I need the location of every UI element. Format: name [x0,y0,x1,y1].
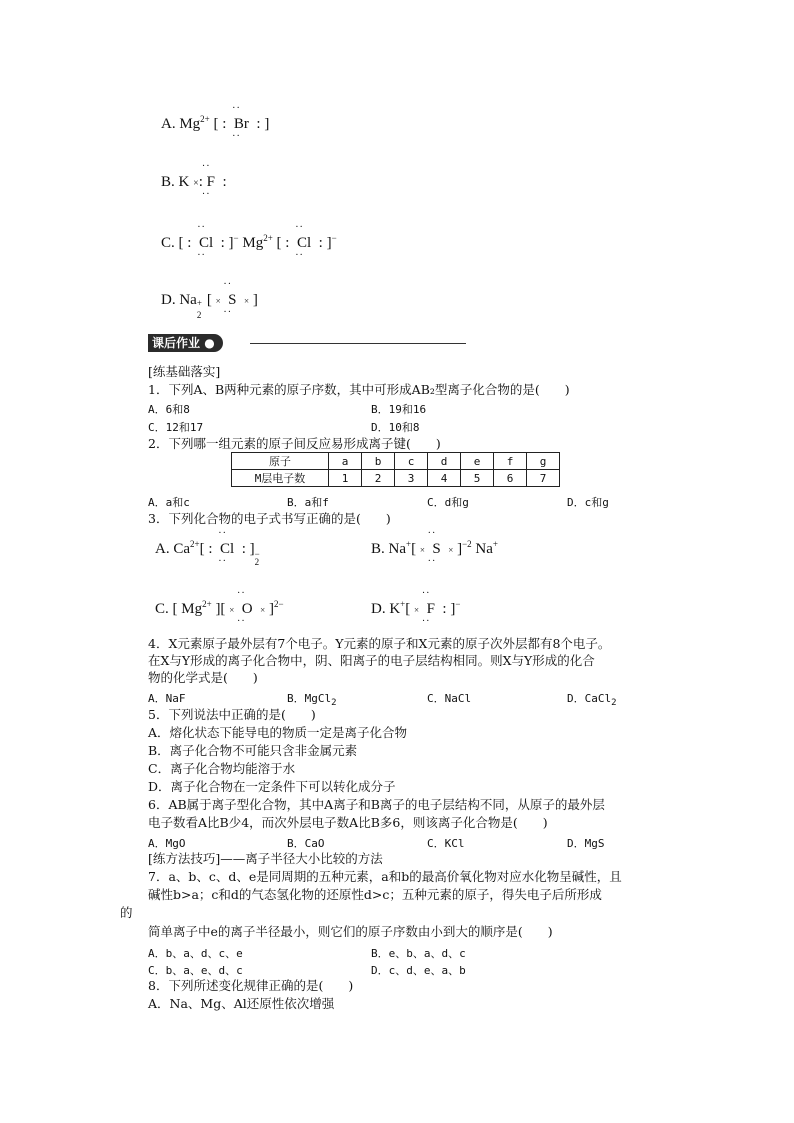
q7-option-b[interactable]: B．e、b、a、d、c [371,947,466,960]
q7-option-a[interactable]: A．b、a、d、c、e [148,947,243,960]
question-5-stem: 5．下列说法中正确的是( ) [148,707,316,722]
q1-option-b[interactable]: B．19和16 [371,403,427,416]
q6-option-d[interactable]: D．MgS [567,837,605,850]
q1-option-d[interactable]: D．10和8 [371,421,420,434]
question-7-line-1: 7．a、b、c、d、e是同周期的五种元素，a和b的最高价氧化物对应水化物呈碱性，且 [148,869,622,884]
q3-option-a[interactable]: A. $Ca^{2+}$[ : ·· Cl ·· : ] 2 − [155,528,260,567]
question-7-line-3: 简单离子中e的离子半径最小，则它们的原子序数由小到大的顺序是( ) [148,924,553,939]
question-1-stem: 1．下列A、B两种元素的原子序数，其中可形成AB₂型离子化合物的是( ) [148,382,570,397]
q2-table [231,452,560,487]
question-4-line-1: 4．X元素原子最外层有7个电子。Y元素的原子和X元素的原子次外层都有8个电子。 [148,636,611,651]
table-row [232,453,560,470]
subsection-method: [练方法技巧]——离子半径大小比较的方法 [148,851,383,866]
q4-option-b[interactable]: B．MgCl$_2$ [287,692,337,709]
q6-option-b[interactable]: B．CaO [287,837,325,850]
table-cell: 3 [395,470,428,487]
section-header: 课后作业 ● [148,334,223,352]
q5-option-a[interactable]: A．熔化状态下能导电的物质一定是离子化合物 [148,725,408,740]
q1-option-c[interactable]: C．12和17 [148,421,204,434]
question-7-line-2: 碱性b>a；c和d的气态氢化物的还原性d>c；五种元素的原子，得失电子后所形成 [148,887,602,902]
option-d-electron-formula: D. Na 2 + [ × ·· S ·· × ] [161,279,258,320]
table-cell: b [362,453,395,470]
question-7-wrap: 的 [120,905,133,920]
q5-option-d[interactable]: D．离子化合物在一定条件下可以转化成分子 [148,779,396,794]
table-cell: M层电子数 [232,470,329,487]
option-c-electron-formula: C. [ : ·· Cl ·· : ]− $Mg^{2+}$ [ : ·· Cl ·· : ]− [161,222,337,261]
q6-option-c[interactable]: C．KCl [427,837,465,850]
table-row [232,470,560,487]
table-cell: c [395,453,428,470]
table-cell: d [428,453,461,470]
q8-option-a[interactable]: A．Na、Mg、Al还原性依次增强 [148,996,335,1011]
option-b-electron-formula: B. K ×: ·· F ·· : [161,161,227,200]
table-cell: 4 [428,470,461,487]
table-cell: 5 [461,470,494,487]
q6-option-a[interactable]: A．MgO [148,837,186,850]
question-3-stem: 3．下列化合物的电子式书写正确的是( ) [148,511,391,526]
q5-option-b[interactable]: B．离子化合物不可能只含非金属元素 [148,743,358,758]
option-a-electron-formula: A. $Mg^{2+}$ [ : ·· Br ·· : ] [161,103,270,142]
q7-option-d[interactable]: D．c、d、e、a、b [371,964,466,977]
q3-option-c[interactable]: C. [ $Mg^{2+}$ ][ × ·· O ·· × ]$^{2-}$ [155,588,284,627]
table-cell: 2 [362,470,395,487]
table-cell: 6 [494,470,527,487]
question-2-stem: 2．下列哪一组元素的原子间反应易形成离子键( ) [148,436,441,451]
q2-option-a[interactable]: A．a和c [148,496,190,509]
table-cell: 1 [329,470,362,487]
q2-option-b[interactable]: B．a和f [287,496,329,509]
table-cell: 7 [527,470,560,487]
question-6-line-1: 6．AB属于离子型化合物，其中A离子和B离子的电子层结构不同，从原子的最外层 [148,797,605,812]
q5-option-c[interactable]: C．离子化合物均能溶于水 [148,761,296,776]
q3-option-d[interactable]: D. K+[ × ·· F ·· : ]− [371,588,461,627]
q2-option-d[interactable]: D．c和g [567,496,609,509]
subsection-basic: [练基础落实] [148,364,221,379]
section-divider [250,343,466,344]
q4-option-a[interactable]: A．NaF [148,692,186,705]
question-8-stem: 8．下列所述变化规律正确的是( ) [148,978,354,993]
q1-option-a[interactable]: A．6和8 [148,403,190,416]
table-cell: f [494,453,527,470]
q2-option-c[interactable]: C．d和g [427,496,469,509]
q4-option-d[interactable]: D．CaCl$_2$ [567,692,617,709]
question-6-line-2: 电子数看A比B少4，而次外层电子数A比B多6，则该离子化合物是( ) [148,815,548,830]
table-cell: g [527,453,560,470]
question-4-line-3: 物的化学式是( ) [148,670,258,685]
q3-option-b[interactable]: B. Na+[ × ·· S ·· × ]$^{-2}$ Na+ [371,528,498,567]
q4-option-c[interactable]: C．NaCl [427,692,472,705]
table-cell: 原子 [232,453,329,470]
question-4-line-2: 在X与Y形成的离子化合物中，阴、阳离子的电子层结构相同。则X与Y形成的化合 [148,653,595,668]
table-cell: a [329,453,362,470]
table-cell: e [461,453,494,470]
q7-option-c[interactable]: C．b、a、e、d、c [148,964,243,977]
